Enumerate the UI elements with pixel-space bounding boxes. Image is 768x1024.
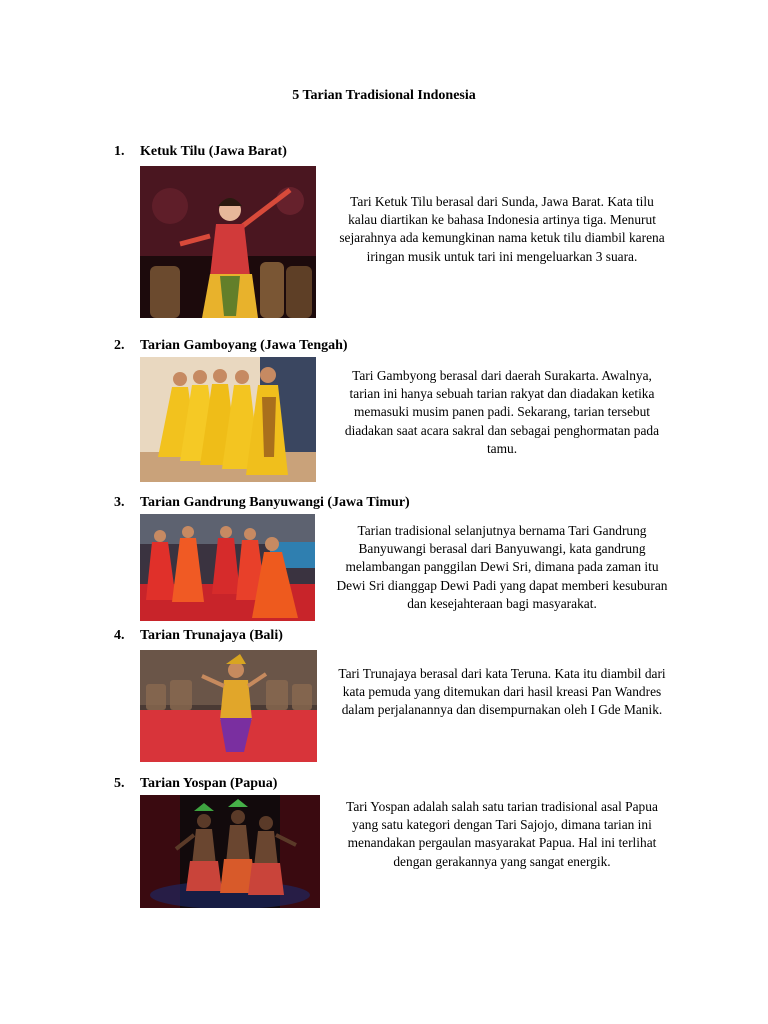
gambyong-dancers-photo [140, 357, 316, 482]
page-title: 5 Tarian Tradisional Indonesia [292, 88, 476, 103]
dance-title: Tarian Yospan (Papua) [140, 776, 278, 791]
yospan-dancers-photo [140, 795, 320, 908]
ketuk-tilu-dancer-photo [140, 166, 316, 318]
dance-description-2: Tari Gambyong berasal dari daerah Surakarta. Awalnya, tarian ini hanya sebuah tarian rakyat dan diadakan ketika memasuki musim panen padi. Sekarang, tarian tersebut diadakan saat acara sakral dan sebagai penghormatan pada tamu. [344, 368, 660, 456]
dance-heading-3 [114, 495, 410, 511]
dance-description-5: Tari Yospan adalah salah satu tarian tradisional asal Papua yang satu kategori dengan Tari Sajojo, dimana tarian ini menandakan pergaulan masyarakat Papua. Hal ini terlihat dengan gerakannya yang sangat energik. [346, 799, 658, 869]
dance-description-3: Tarian tradisional selanjutnya bernama Tari Gandrung Banyuwangi berasal dari Banyuwangi, kata gandrung melambangan panggilan Dewi Sri, dimana pada zaman itu Dewi Sri dianggap Dewi Padi yang dapat memberi kesuburan dan kesejahteraan bagi masyarakat. [336, 523, 668, 611]
dance-number: 2. [114, 338, 125, 353]
dance-title: Ketuk Tilu (Jawa Barat) [140, 144, 287, 159]
dance-description-4: Tari Trunajaya berasal dari kata Teruna. Kata itu diambil dari kata pemuda yang ditemukan dari hasil kreasi Pan Wandres dalam perjalanannya dan disempurnakan oleh I Gde Manik. [338, 666, 666, 718]
dance-number: 1. [114, 144, 125, 159]
dance-number: 5. [114, 776, 125, 791]
dance-title: Tarian Gandrung Banyuwangi (Jawa Timur) [140, 495, 410, 510]
dance-heading-4 [114, 628, 283, 644]
dance-heading-2 [114, 338, 348, 354]
gandrung-dancers-photo [140, 514, 315, 621]
trunajaya-dancer-photo [140, 650, 317, 762]
dance-heading-5 [114, 776, 277, 792]
dance-heading-1 [114, 144, 287, 160]
dance-description-1: Tari Ketuk Tilu berasal dari Sunda, Jawa Barat. Kata tilu kalau diartikan ke bahasa Indonesia artinya tiga. Menurut sejarahnya ada kemungkinan nama ketuk tilu diambil karena iringan musik untuk tari ini mengeluarkan 3 suara. [339, 194, 665, 264]
dance-number: 3. [114, 495, 125, 510]
dance-title: Tarian Trunajaya (Bali) [140, 628, 283, 643]
dance-number: 4. [114, 628, 125, 643]
dance-title: Tarian Gamboyang (Jawa Tengah) [140, 338, 348, 353]
